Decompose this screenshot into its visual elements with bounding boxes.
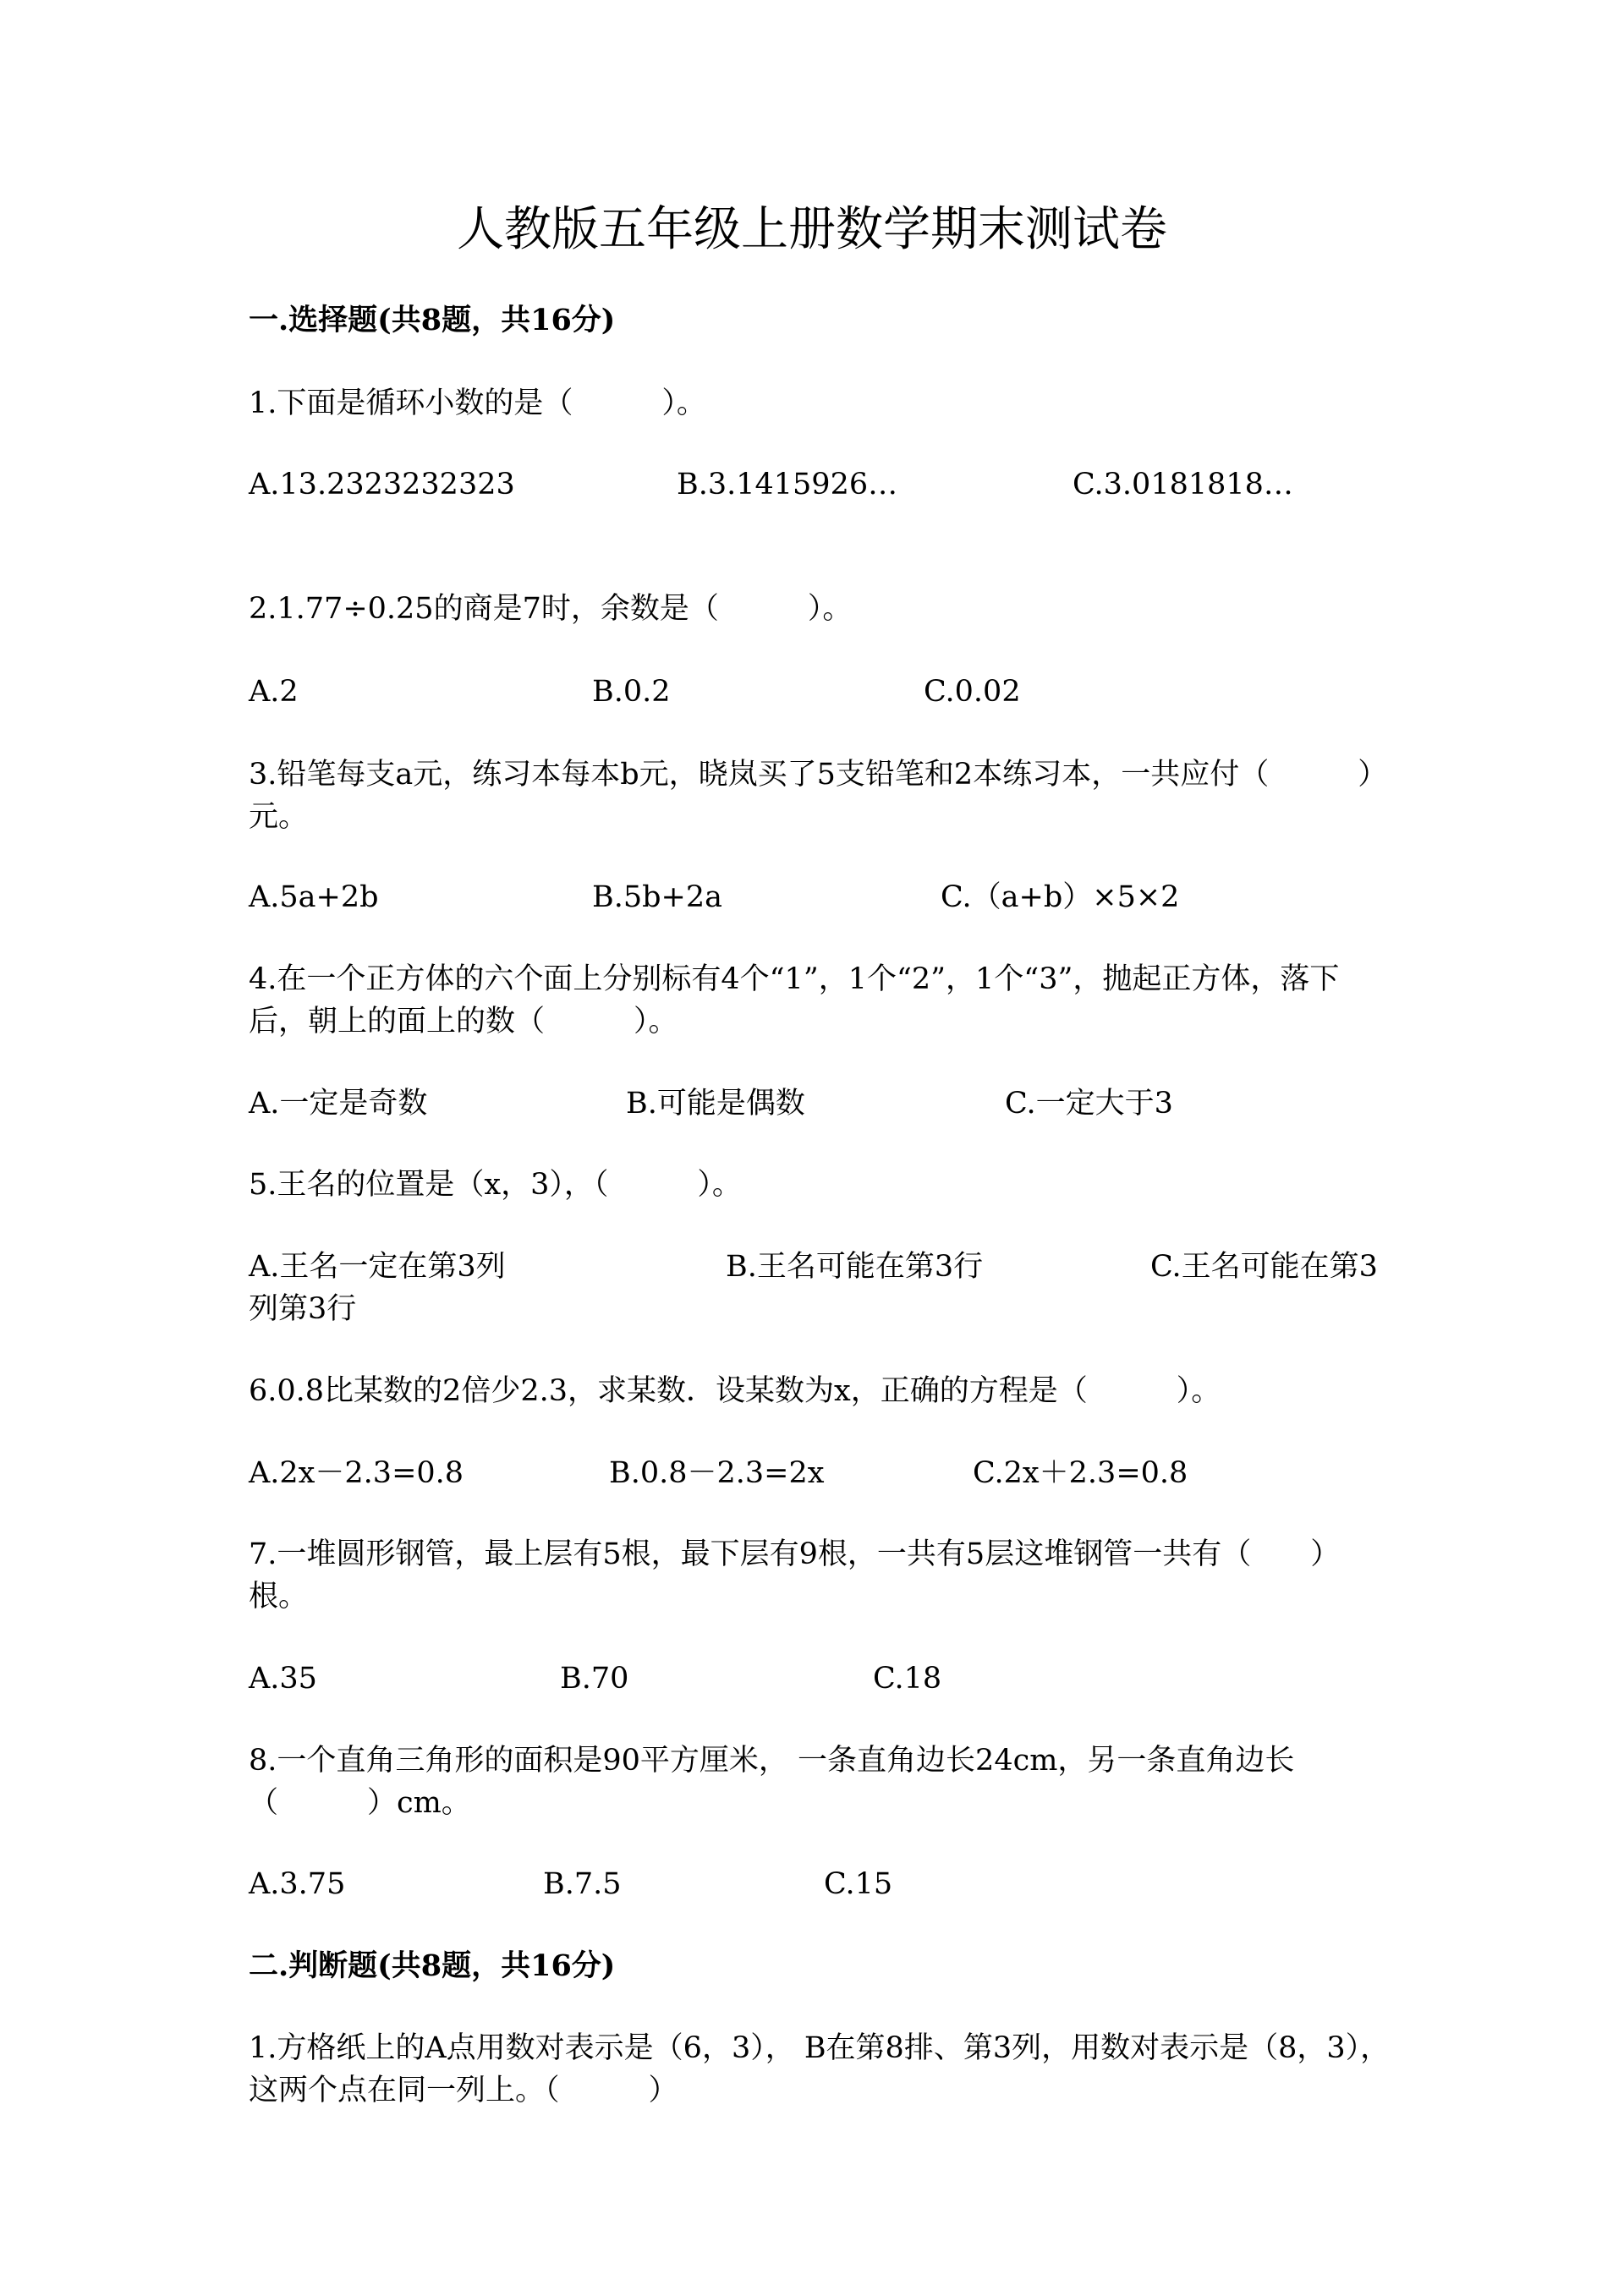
option-1b: B.3.1415926… — [677, 468, 898, 501]
option-6b: B.0.8－2.3=2x — [609, 1456, 825, 1490]
question-stem-3: 3.铅笔每支a元，练习本每本b元，晓岚买了5支铅笔和2本练习本，一共应付（ ）元。 — [249, 758, 1388, 834]
option-2a: A.2 — [249, 675, 299, 709]
section-heading-choice: 一.选择题(共8题，共16分) — [249, 303, 616, 337]
question-stem-1: 1.下面是循环小数的是（ ）。 — [249, 386, 706, 420]
option-6a: A.2x－2.3=0.8 — [249, 1456, 464, 1490]
question-stem-6: 6.0.8比某数的2倍少2.3，求某数．设某数为x，正确的方程是（ ）。 — [249, 1374, 1221, 1408]
option-7c: C.18 — [873, 1662, 942, 1696]
option-1c: C.3.0181818… — [1073, 468, 1293, 501]
option-2c: C.0.02 — [924, 675, 1021, 709]
question-stem-7: 7.一堆圆形钢管，最上层有5根，最下层有9根，一共有5层这堆钢管一共有（ ）根。 — [249, 1537, 1341, 1614]
option-8a: A.3.75 — [249, 1867, 346, 1901]
option-5c: C.王名可能在第3列第3行 — [249, 1250, 1378, 1326]
question-stem-8: 8.一个直角三角形的面积是90平方厘米， 一条直角边长24cm，另一条直角边长（ ）cm。 — [249, 1744, 1295, 1820]
option-2b: B.0.2 — [592, 675, 671, 709]
option-7a: A.35 — [249, 1662, 317, 1696]
option-3a: A.5a+2b — [249, 880, 379, 914]
section-heading-judgement: 二.判断题(共8题，共16分) — [249, 1948, 616, 1983]
option-4c: C.一定大于3 — [1005, 1087, 1173, 1121]
option-8c: C.15 — [824, 1867, 893, 1901]
judgement-question-1: 1.方格纸上的A点用数对表示是（6，3）， B在第8排、第3列，用数对表示是（8，3），这两个点在同一列上。（ ） — [249, 2031, 1391, 2107]
option-3c: C.（a+b）×5×2 — [941, 880, 1180, 914]
option-8b: B.7.5 — [543, 1867, 622, 1901]
option-7b: B.70 — [560, 1662, 629, 1696]
option-5b: B.王名可能在第3行 — [726, 1250, 984, 1284]
option-3b: B.5b+2a — [592, 880, 722, 914]
option-6c: C.2x＋2.3=0.8 — [973, 1456, 1188, 1490]
question-stem-4: 4.在一个正方体的六个面上分别标有4个“1”，1个“2”，1个“3”，抛起正方体，落下后，朝上的面上的数（ ）。 — [249, 962, 1340, 1038]
option-1a: A.13.2323232323 — [249, 468, 515, 501]
option-5a: A.王名一定在第3列 — [249, 1250, 506, 1284]
question-stem-2: 2.1.77÷0.25的商是7时，余数是（ ）。 — [249, 592, 853, 626]
question-stem-5: 5.王名的位置是（x，3），（ ）。 — [249, 1168, 742, 1202]
option-4a: A.一定是奇数 — [249, 1087, 428, 1121]
page-title: 人教版五年级上册数学期末测试卷 — [457, 202, 1167, 257]
option-4b: B.可能是偶数 — [626, 1087, 805, 1121]
